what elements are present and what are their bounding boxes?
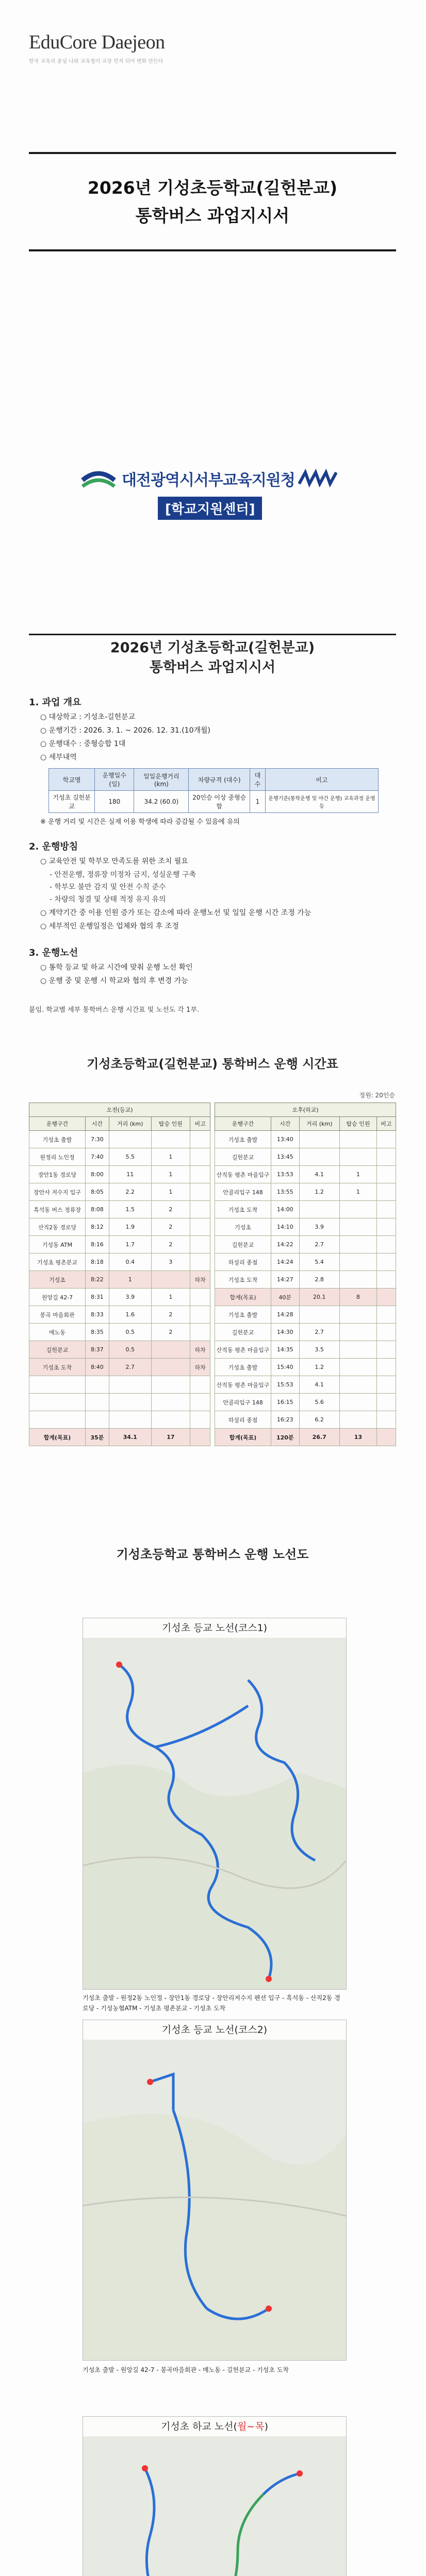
table-row <box>215 1306 396 1324</box>
table-cell: 하차 <box>190 1271 210 1289</box>
route-map-1-image <box>83 1618 346 1989</box>
table-cell: 11 <box>109 1166 151 1183</box>
table-cell: 8:35 <box>86 1324 109 1341</box>
table-cell: 5.6 <box>299 1394 339 1411</box>
table-cell <box>151 1376 190 1394</box>
table-cell <box>376 1183 396 1201</box>
table-row <box>215 1324 396 1341</box>
table-cell <box>376 1236 396 1253</box>
table-cell <box>190 1411 210 1429</box>
table-row <box>29 1148 210 1166</box>
table-cell <box>299 1148 339 1166</box>
table-cell <box>109 1131 151 1148</box>
table-cell: 8:05 <box>86 1183 109 1201</box>
table-cell: 14:00 <box>271 1201 300 1218</box>
table-cell <box>376 1429 396 1446</box>
table-cell: 길헌분교 <box>29 1341 86 1359</box>
table-cell: 산직2동 경로당 <box>29 1218 86 1236</box>
table-total-row <box>215 1429 396 1446</box>
table-cell: 1 <box>109 1271 151 1289</box>
table-cell: 2.2 <box>109 1183 151 1201</box>
table-cell: 장안1동 경로당 <box>29 1166 86 1183</box>
section1-item: ○ 대상학교 : 기성초-길헌분교 <box>40 713 136 721</box>
table-cell <box>29 1394 86 1411</box>
doc-title-line2: 통학버스 과업지시서 <box>149 659 276 675</box>
table-header: 학교명 <box>49 769 95 791</box>
table-cell <box>151 1359 190 1376</box>
table-cell: 3.9 <box>299 1218 339 1236</box>
table-cell <box>190 1289 210 1306</box>
table-row <box>215 1183 396 1201</box>
table-cell: 1 <box>250 791 266 813</box>
table-header: 대수 <box>250 769 266 791</box>
detail-table <box>48 768 379 813</box>
table-cell: 기성초 출발 <box>215 1359 271 1376</box>
table-cell <box>151 1131 190 1148</box>
table-cell <box>299 1201 339 1218</box>
route-map-1 <box>83 1618 347 1990</box>
brand-header <box>29 31 165 64</box>
table-row <box>29 1253 210 1271</box>
table-cell: 산직동 평촌 마을입구 <box>215 1341 271 1359</box>
table-cell: 하설리 종점 <box>215 1411 271 1429</box>
table-cell: 16:23 <box>271 1411 300 1429</box>
table-row <box>215 1411 396 1429</box>
table-cell: 원앙길 42-7 <box>29 1289 86 1306</box>
table-header: 거리 (km) <box>299 1117 339 1131</box>
table-cell: 합계(목표) <box>215 1429 271 1446</box>
table-row <box>29 1359 210 1376</box>
table-cell <box>376 1289 396 1306</box>
table-cell: 길헌분교 <box>215 1324 271 1341</box>
timetable-afternoon <box>215 1103 396 1446</box>
table-row <box>29 1411 210 1429</box>
section2-subitem: - 안전운행, 정류장 미정차 금지, 성실운행 구축 <box>50 871 196 879</box>
route-day-badge: 월~목 <box>237 2421 265 2432</box>
table-cell: 1 <box>339 1183 376 1201</box>
table-cell: 1 <box>151 1148 190 1166</box>
table-cell: 원정리 노인정 <box>29 1148 86 1166</box>
table-cell <box>151 1411 190 1429</box>
table-cell: 13:53 <box>271 1166 300 1183</box>
table-header: 탑승 인원 <box>151 1117 190 1131</box>
table-cell: 안골리입구 148 <box>215 1183 271 1201</box>
route-map-1-label: 기성초 등교 노선(코스1) <box>83 1618 346 1638</box>
table-cell: 35분 <box>86 1429 109 1446</box>
table-row <box>215 1376 396 1394</box>
table-cell <box>190 1394 210 1411</box>
table-cell: 180 <box>95 791 134 813</box>
table-cell <box>339 1359 376 1376</box>
table-cell <box>151 1341 190 1359</box>
table-row <box>215 1148 396 1166</box>
table-cell <box>376 1131 396 1148</box>
table-row <box>215 1341 396 1359</box>
table-cell: 15:40 <box>271 1359 300 1376</box>
table-cell: 기성초 <box>215 1218 271 1236</box>
route-map-1-caption: 기성초 출발 - 원정2동 노인정 - 장안1동 경로당 - 장안리저수지 펜션 입구 - 흑석동 - 산직2동 경로당 - 기성농협ATM - 기성초 평촌분교 - 기성초 도착 <box>83 1994 340 2012</box>
table-cell: 26.7 <box>299 1429 339 1446</box>
table-cell <box>190 1201 210 1218</box>
table-row <box>49 791 379 813</box>
table-cell <box>339 1131 376 1148</box>
table-cell: 20인승 이상 중형승합 <box>189 791 250 813</box>
table-cell: 13 <box>339 1429 376 1446</box>
table-cell: 1.6 <box>109 1306 151 1324</box>
section3-heading: 3. 운행노선 <box>29 947 78 958</box>
table-cell: 흑석동 버스 정류장 <box>29 1201 86 1218</box>
timetable-capacity: 정원: 20인승 <box>359 1092 395 1099</box>
table-header: 비고 <box>265 769 378 791</box>
table-cell: 2 <box>151 1201 190 1218</box>
table-cell: 3.9 <box>109 1289 151 1306</box>
table-cell: 1 <box>151 1166 190 1183</box>
table-row <box>29 1166 210 1183</box>
table-cell: 8:33 <box>86 1306 109 1324</box>
table-cell <box>339 1271 376 1289</box>
table-cell <box>376 1411 396 1429</box>
table-header: 일일운행거리 (km) <box>134 769 189 791</box>
table-cell <box>376 1166 396 1183</box>
table-cell: 40분 <box>271 1289 300 1306</box>
route-map-3-label: 기성초 하교 노선(월~목) <box>83 2417 346 2436</box>
table-cell: 3.5 <box>299 1341 339 1359</box>
table-cell: 2 <box>151 1218 190 1236</box>
table-cell <box>376 1253 396 1271</box>
table-cell: 4.1 <box>299 1166 339 1183</box>
table-cell: 0.5 <box>109 1341 151 1359</box>
route-map-3 <box>83 2416 347 2576</box>
table-cell: 13:45 <box>271 1148 300 1166</box>
table-cell: 14:22 <box>271 1236 300 1253</box>
table-cell: 1 <box>151 1289 190 1306</box>
agency-emblem-icon <box>80 465 117 493</box>
table-row <box>215 1218 396 1236</box>
table-header: 비고 <box>376 1117 396 1131</box>
table-row <box>215 1253 396 1271</box>
table-cell: 1 <box>339 1166 376 1183</box>
table-cell <box>109 1394 151 1411</box>
table-cell: 3 <box>151 1253 190 1271</box>
table-cell: 기성초 <box>29 1271 86 1289</box>
timetable-group-header: 오전(등교) <box>29 1103 210 1117</box>
table-row <box>215 1166 396 1183</box>
table-row <box>29 1131 210 1148</box>
agency-subtitle: [학교지원센터] <box>158 497 262 520</box>
table-cell: 16:15 <box>271 1394 300 1411</box>
table-row <box>215 1289 396 1306</box>
route-map-3-image <box>83 2417 346 2576</box>
table-cell: 15:53 <box>271 1376 300 1394</box>
table-cell <box>190 1218 210 1236</box>
table-cell: 2 <box>151 1236 190 1253</box>
table-cell: 2.7 <box>109 1359 151 1376</box>
section2-item: ○ 교육안전 및 학부모 만족도를 위한 조치 필요 <box>40 857 188 866</box>
section2-subitem: - 학부모 불만 감지 및 안전 수칙 준수 <box>50 883 166 891</box>
table-row <box>29 1271 210 1289</box>
table-cell: 기성동 ATM <box>29 1236 86 1253</box>
table-header: 차량규격 (대수) <box>189 769 250 791</box>
table-cell: 17 <box>151 1429 190 1446</box>
table-row <box>29 1236 210 1253</box>
table-cell <box>190 1183 210 1201</box>
table-cell <box>376 1359 396 1376</box>
table-cell <box>151 1394 190 1411</box>
table-cell: 20.1 <box>299 1289 339 1306</box>
section3-item: ○ 운행 중 및 운행 시 학교와 협의 후 변경 가능 <box>40 977 188 985</box>
table-cell: 기성초 길헌분교 <box>49 791 95 813</box>
section2-heading: 2. 운행방침 <box>29 841 78 852</box>
table-cell: 2 <box>151 1306 190 1324</box>
table-cell <box>190 1376 210 1394</box>
table-cell <box>339 1218 376 1236</box>
table-cell <box>190 1253 210 1271</box>
table-row <box>215 1201 396 1218</box>
table-header: 시간 <box>86 1117 109 1131</box>
agency-name: 대전광역시서부교육지원청 <box>122 471 295 489</box>
section1-item: ○ 세부내역 <box>40 753 77 761</box>
table-cell: 기성초 도착 <box>215 1271 271 1289</box>
table-cell: 5.4 <box>299 1253 339 1271</box>
table-cell <box>376 1271 396 1289</box>
table-cell <box>151 1271 190 1289</box>
table-cell: 산직동 평촌 마을입구 <box>215 1166 271 1183</box>
table-cell: 7:40 <box>86 1148 109 1166</box>
table-row <box>29 1394 210 1411</box>
table-cell: 6.2 <box>299 1411 339 1429</box>
table-cell: 1.5 <box>109 1201 151 1218</box>
table-cell <box>190 1306 210 1324</box>
table-cell: 길헌분교 <box>215 1148 271 1166</box>
table-cell: 1.7 <box>109 1236 151 1253</box>
table-cell: 운행기준(통학운행 및 야간 운행) 교육과정 운영 등 <box>265 791 378 813</box>
routes-title: 기성초등학교 통학버스 운행 노선도 <box>116 1547 309 1562</box>
table-total-row <box>29 1429 210 1446</box>
table-cell: 8:08 <box>86 1201 109 1218</box>
table-cell: 안골리입구 148 <box>215 1394 271 1411</box>
table-cell: 14:30 <box>271 1324 300 1341</box>
table-cell: 8:40 <box>86 1359 109 1376</box>
section2-item: ○ 세부적인 운행일정은 업체와 협의 후 조정 <box>40 922 179 930</box>
table-row <box>29 1324 210 1341</box>
table-cell <box>29 1411 86 1429</box>
table-cell <box>190 1324 210 1341</box>
doc-title <box>29 634 396 677</box>
table-cell <box>376 1394 396 1411</box>
timetable <box>29 1103 396 1446</box>
table-cell <box>376 1201 396 1218</box>
table-cell: 길헌분교 <box>215 1236 271 1253</box>
table-cell <box>86 1411 109 1429</box>
cover-title <box>29 152 396 251</box>
table-cell: 기성초 도착 <box>215 1201 271 1218</box>
table-cell <box>339 1236 376 1253</box>
table-cell: 8 <box>339 1289 376 1306</box>
table-cell <box>29 1376 86 1394</box>
attachment-note: 붙임. 학교별 세부 통학버스 운행 시간표 및 노선도 각 1부. <box>29 1006 200 1014</box>
brand-slogan: 한국 교육의 중심 나와 교육청이 교장 먼저 되어 변화 만든다 <box>29 59 163 64</box>
table-cell: 8:37 <box>86 1341 109 1359</box>
table-cell <box>339 1148 376 1166</box>
table-cell <box>376 1148 396 1166</box>
table-row <box>29 1341 210 1359</box>
table-cell <box>376 1376 396 1394</box>
section1-item: ○ 운행기간 : 2026. 3. 1. ~ 2026. 12. 31.(10개월) <box>40 726 210 735</box>
table-row <box>215 1394 396 1411</box>
table-cell <box>190 1429 210 1446</box>
table-header: 운행일수 (일) <box>95 769 134 791</box>
table-cell: 8:22 <box>86 1271 109 1289</box>
table-row <box>215 1131 396 1148</box>
table-cell: 산직동 평촌 마을입구 <box>215 1376 271 1394</box>
table-row <box>29 1218 210 1236</box>
table-cell: 기성초 평촌분교 <box>29 1253 86 1271</box>
timetable-morning <box>29 1103 210 1446</box>
table-cell <box>190 1131 210 1148</box>
table-cell: 8:31 <box>86 1289 109 1306</box>
section1-heading: 1. 과업 개요 <box>29 697 81 708</box>
table-cell: 하설리 종점 <box>215 1253 271 1271</box>
table-cell: 합계(목표) <box>215 1289 271 1306</box>
table-row <box>29 1376 210 1394</box>
table-cell <box>299 1131 339 1148</box>
table-row <box>215 1271 396 1289</box>
table-row <box>215 1359 396 1376</box>
table-cell: 14:24 <box>271 1253 300 1271</box>
table-header: 거리 (km) <box>109 1117 151 1131</box>
doc-title-line1: 2026년 기성초등학교(길헌분교) <box>110 640 315 656</box>
table-cell: 120분 <box>271 1429 300 1446</box>
table-row <box>29 1289 210 1306</box>
table-cell: 7:30 <box>86 1131 109 1148</box>
table-cell <box>190 1236 210 1253</box>
table-row <box>29 1183 210 1201</box>
table-cell <box>339 1306 376 1324</box>
table-header: 시간 <box>271 1117 300 1131</box>
table-cell <box>339 1201 376 1218</box>
table-cell: 기성초 출발 <box>215 1306 271 1324</box>
section2-item: ○ 계약기간 중 이용 인원 증가 또는 감소에 따라 운행노선 및 일일 운행 시간 조정 가능 <box>40 909 312 917</box>
table-cell: 34.1 <box>109 1429 151 1446</box>
agency-logo <box>80 465 349 520</box>
table-cell: 8:00 <box>86 1166 109 1183</box>
table-cell: 2.7 <box>299 1236 339 1253</box>
table-row <box>215 1236 396 1253</box>
table-cell <box>339 1253 376 1271</box>
table-cell: 2 <box>151 1324 190 1341</box>
table-cell <box>339 1341 376 1359</box>
route-map-2 <box>83 2020 347 2361</box>
table-cell: 하차 <box>190 1341 210 1359</box>
table-cell: 하차 <box>190 1359 210 1376</box>
section2-subitem: - 차량의 청결 및 상태 적정 유지 유의 <box>50 895 166 904</box>
table-cell: 5.5 <box>109 1148 151 1166</box>
route-map-2-image <box>83 2020 346 2360</box>
table-cell: 0.5 <box>109 1324 151 1341</box>
table-cell: 13:40 <box>271 1131 300 1148</box>
table-row <box>29 1201 210 1218</box>
table-cell: 14:35 <box>271 1341 300 1359</box>
section1-item: ○ 운행대수 : 중형승합 1대 <box>40 740 126 748</box>
table-header: 탑승 인원 <box>339 1117 376 1131</box>
agency-wave-icon <box>298 468 337 489</box>
table-cell <box>376 1324 396 1341</box>
cover-title-line1: 2026년 기성초등학교(길헌분교) <box>87 177 338 198</box>
timetable-group-header: 오후(하교) <box>215 1103 396 1117</box>
table-header: 운행구간 <box>215 1117 271 1131</box>
table-cell <box>376 1218 396 1236</box>
table-cell: 14:10 <box>271 1218 300 1236</box>
table-cell: 8:18 <box>86 1253 109 1271</box>
table-cell: 14:28 <box>271 1306 300 1324</box>
table-cell <box>339 1394 376 1411</box>
route-map-2-caption: 기성초 출발 - 원앙길 42-7 - 봉곡마을회관 - 매노동 - 길헌분교 - 기성초 도착 <box>83 2366 289 2374</box>
table-cell: 13:55 <box>271 1183 300 1201</box>
table-cell: 34.2 (60.0) <box>134 791 189 813</box>
cover-title-line2: 통학버스 과업지시서 <box>135 205 290 226</box>
table-cell <box>86 1394 109 1411</box>
table-row <box>29 1306 210 1324</box>
table-cell: 기성초 출발 <box>215 1131 271 1148</box>
table-cell: 4.1 <box>299 1376 339 1394</box>
table-cell <box>339 1324 376 1341</box>
doc-body <box>29 688 396 1014</box>
table-cell: 2.8 <box>299 1271 339 1289</box>
table-cell <box>109 1376 151 1394</box>
table-cell: 1 <box>151 1183 190 1201</box>
table-cell <box>339 1376 376 1394</box>
table-cell: 1.2 <box>299 1183 339 1201</box>
table-cell: 기성초 출발 <box>29 1131 86 1148</box>
table-cell <box>190 1148 210 1166</box>
table-cell: 0.4 <box>109 1253 151 1271</box>
table-cell: 1.2 <box>299 1359 339 1376</box>
table-header: 운행구간 <box>29 1117 86 1131</box>
table-cell <box>190 1166 210 1183</box>
table-cell <box>299 1306 339 1324</box>
timetable-title: 기성초등학교(길헌분교) 통학버스 운행 시간표 <box>87 1057 338 1071</box>
table-cell: 8:12 <box>86 1218 109 1236</box>
table-cell: 봉곡 마을회관 <box>29 1306 86 1324</box>
table-cell: 장안사 저수지 입구 <box>29 1183 86 1201</box>
table-cell: 14:27 <box>271 1271 300 1289</box>
table-cell: 2.7 <box>299 1324 339 1341</box>
brand-logo: EduCore Daejeon <box>29 31 165 53</box>
table-cell <box>376 1341 396 1359</box>
route-map-2-label: 기성초 등교 노선(코스2) <box>83 2020 346 2040</box>
table-cell <box>376 1306 396 1324</box>
section3-item: ○ 통학 등교 및 하교 시간에 맞춰 운행 노선 확인 <box>40 963 193 972</box>
table-cell <box>109 1411 151 1429</box>
table-cell <box>86 1376 109 1394</box>
section1-note: ※ 운행 거리 및 시간은 실제 이용 학생에 따라 증감될 수 있음에 유의 <box>40 818 240 826</box>
table-cell: 기성초 도착 <box>29 1359 86 1376</box>
table-cell: 8:16 <box>86 1236 109 1253</box>
table-cell: 합계(목표) <box>29 1429 86 1446</box>
table-header: 비고 <box>190 1117 210 1131</box>
table-cell: 1.9 <box>109 1218 151 1236</box>
table-cell <box>339 1411 376 1429</box>
table-cell: 매노동 <box>29 1324 86 1341</box>
